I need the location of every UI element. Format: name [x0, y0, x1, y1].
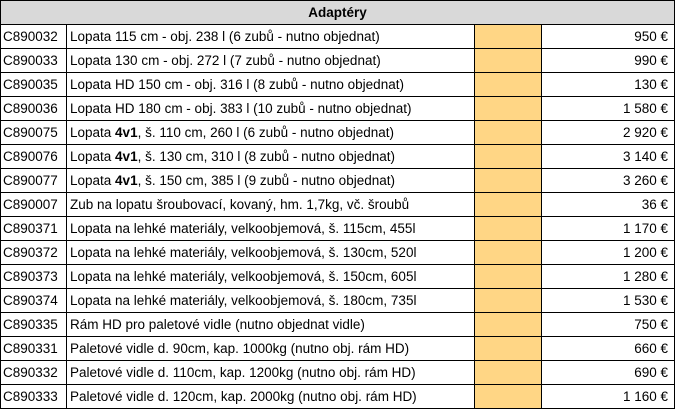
quantity-input-cell[interactable]	[475, 217, 542, 241]
product-code: C890331	[1, 337, 67, 361]
quantity-input-cell[interactable]	[475, 73, 542, 97]
product-description	[67, 97, 475, 121]
product-price: 690 €	[542, 361, 675, 385]
product-description	[67, 241, 475, 265]
description-bold-part: 4v1	[115, 125, 138, 140]
product-code: C890075	[1, 121, 67, 145]
description-part: Lopata 130 cm - obj. 272 l (7 zubů - nutno objednat)	[70, 53, 381, 68]
product-code: C890032	[1, 25, 67, 49]
table-header-row	[1, 1, 675, 25]
description-part: Lopata HD 150 cm - obj. 316 l (8 zubů - nutno objednat)	[70, 77, 404, 92]
product-code: C890076	[1, 145, 67, 169]
description-part: Lopata	[70, 149, 116, 164]
description-part: Paletové vidle d. 110cm, kap. 1200kg (nutno obj. rám HD)	[70, 365, 416, 380]
description-part: Lopata 115 cm - obj. 238 l (6 zubů - nutno objednat)	[70, 29, 380, 44]
product-description	[67, 217, 475, 241]
quantity-input-cell[interactable]	[475, 121, 542, 145]
table-title: Adaptéry	[1, 1, 675, 25]
table-row	[1, 121, 675, 145]
quantity-input-cell[interactable]	[475, 169, 542, 193]
product-price: 1 160 €	[542, 385, 675, 409]
description-part: Rám HD pro paletové vidle (nutno objednat vidle)	[70, 317, 365, 332]
product-price: 1 280 €	[542, 265, 675, 289]
table-row	[1, 337, 675, 361]
product-description	[67, 25, 475, 49]
product-description	[67, 121, 475, 145]
product-code: C890372	[1, 241, 67, 265]
table-row	[1, 361, 675, 385]
quantity-input-cell[interactable]	[475, 193, 542, 217]
quantity-input-cell[interactable]	[475, 385, 542, 409]
description-part: Lopata na lehké materiály, velkoobjemová, š. 115cm, 455l	[70, 221, 416, 236]
product-code: C890371	[1, 217, 67, 241]
quantity-input-cell[interactable]	[475, 265, 542, 289]
product-description	[67, 289, 475, 313]
product-price: 950 €	[542, 25, 675, 49]
description-part: , š. 110 cm, 260 l (6 zubů - nutno objednat)	[137, 125, 394, 140]
table-row	[1, 25, 675, 49]
product-code: C890036	[1, 97, 67, 121]
quantity-input-cell[interactable]	[475, 289, 542, 313]
product-description	[67, 193, 475, 217]
description-part: Lopata	[70, 173, 116, 188]
quantity-input-cell[interactable]	[475, 145, 542, 169]
product-price: 36 €	[542, 193, 675, 217]
description-part: Lopata	[70, 125, 116, 140]
table-row	[1, 313, 675, 337]
product-price: 3 140 €	[542, 145, 675, 169]
product-description	[67, 49, 475, 73]
product-description	[67, 313, 475, 337]
product-description	[67, 337, 475, 361]
quantity-input-cell[interactable]	[475, 313, 542, 337]
description-part: Zub na lopatu šroubovací, kovaný, hm. 1,7kg, vč. šroubů	[70, 197, 410, 212]
description-part: , š. 150 cm, 385 l (9 zubů - nutno objednat)	[137, 173, 395, 188]
product-code: C890035	[1, 73, 67, 97]
quantity-input-cell[interactable]	[475, 97, 542, 121]
product-description	[67, 265, 475, 289]
description-bold-part: 4v1	[115, 149, 138, 164]
table-row	[1, 385, 675, 409]
description-part: Lopata HD 180 cm - obj. 383 l (10 zubů - nutno objednat)	[70, 101, 412, 116]
product-description	[67, 145, 475, 169]
table-row	[1, 217, 675, 241]
table-row	[1, 289, 675, 313]
table-row	[1, 193, 675, 217]
quantity-input-cell[interactable]	[475, 337, 542, 361]
product-price: 990 €	[542, 49, 675, 73]
description-part: Paletové vidle d. 90cm, kap. 1000kg (nutno obj. rám HD)	[70, 341, 410, 356]
product-code: C890007	[1, 193, 67, 217]
description-bold-part: 4v1	[115, 173, 138, 188]
product-description	[67, 73, 475, 97]
quantity-input-cell[interactable]	[475, 361, 542, 385]
quantity-input-cell[interactable]	[475, 241, 542, 265]
product-price: 1 580 €	[542, 97, 675, 121]
product-price: 1 170 €	[542, 217, 675, 241]
product-code: C890332	[1, 361, 67, 385]
product-price: 130 €	[542, 73, 675, 97]
description-part: Paletové vidle d. 120cm, kap. 2000kg (nutno obj. rám HD)	[70, 389, 417, 404]
product-price: 660 €	[542, 337, 675, 361]
product-price: 2 920 €	[542, 121, 675, 145]
table-row	[1, 241, 675, 265]
product-code: C890335	[1, 313, 67, 337]
description-part: , š. 130 cm, 310 l (8 zubů - nutno objednat)	[137, 149, 395, 164]
product-code: C890033	[1, 49, 67, 73]
product-description	[67, 169, 475, 193]
product-price: 1 530 €	[542, 289, 675, 313]
product-code: C890077	[1, 169, 67, 193]
table-row	[1, 169, 675, 193]
table-row	[1, 73, 675, 97]
table-row	[1, 145, 675, 169]
description-part: Lopata na lehké materiály, velkoobjemová, š. 130cm, 520l	[70, 245, 417, 260]
description-part: Lopata na lehké materiály, velkoobjemová, š. 180cm, 735l	[70, 293, 417, 308]
product-code: C890333	[1, 385, 67, 409]
quantity-input-cell[interactable]	[475, 49, 542, 73]
product-description	[67, 385, 475, 409]
product-code: C890373	[1, 265, 67, 289]
table-row	[1, 97, 675, 121]
table-row	[1, 49, 675, 73]
product-price: 750 €	[542, 313, 675, 337]
product-price: 1 200 €	[542, 241, 675, 265]
product-code: C890374	[1, 289, 67, 313]
quantity-input-cell[interactable]	[475, 25, 542, 49]
product-description	[67, 361, 475, 385]
description-part: Lopata na lehké materiály, velkoobjemová, š. 150cm, 605l	[70, 269, 417, 284]
product-price: 3 260 €	[542, 169, 675, 193]
table-row	[1, 265, 675, 289]
